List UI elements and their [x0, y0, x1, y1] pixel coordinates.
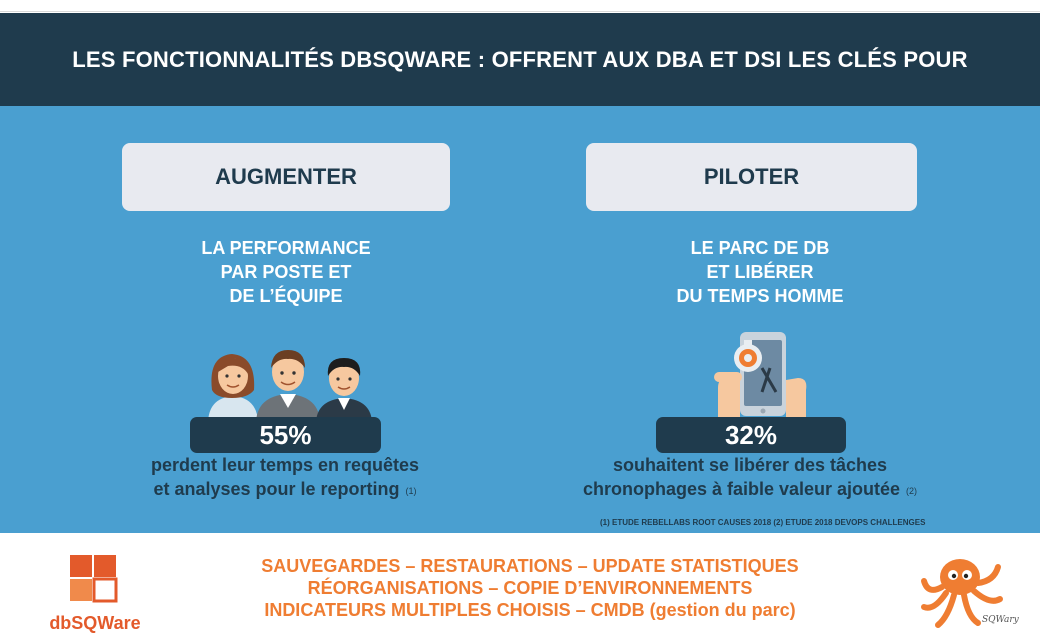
feature-line: SAUVEGARDES – RESTAURATIONS – UPDATE STATISTIQUES — [261, 556, 799, 576]
caption-line — [120, 477, 450, 503]
feature-line: INDICATEURS MULTIPLES CHOISIS – CMDB (gestion du parc) — [264, 600, 796, 620]
caption-line: perdent leur temps en requêtes — [150, 455, 420, 475]
caption-line — [545, 477, 955, 503]
description-line: DE L’ÉQUIPE — [229, 286, 343, 306]
page-title: LES FONCTIONNALITÉS DBSQWARE : OFFRENT AUX DBA ET DSI LES CLÉS POUR — [72, 46, 968, 72]
mascot-label: SQWary — [982, 615, 1019, 625]
augmenter-pill: AUGMENTER — [122, 143, 450, 211]
dbsqware-logo-icon — [40, 553, 150, 613]
stat-32-badge: 32% — [656, 417, 846, 453]
stat-32-caption — [545, 453, 955, 503]
caption-text: et analyses pour le reporting — [153, 479, 400, 499]
feature-line: RÉORGANISATIONS – COPIE D’ENVIRONNEMENTS — [307, 578, 753, 598]
team-people-icon — [198, 346, 378, 424]
brand-name: dbSQWare — [49, 613, 141, 633]
piloter-pill: PILOTER — [586, 143, 917, 211]
description-line: DU TEMPS HOMME — [676, 286, 844, 306]
description-line: PAR POSTE ET — [220, 262, 352, 282]
description-line: LE PARC DE DB — [690, 238, 830, 258]
top-border — [0, 0, 1040, 12]
description-line: LA PERFORMANCE — [201, 238, 371, 258]
footnote-marker: (2) — [906, 486, 918, 496]
stat-55-caption — [120, 453, 450, 503]
dbsqware-logo — [40, 553, 150, 633]
main-panel — [0, 106, 1040, 533]
description-line: ET LIBÉRER — [706, 262, 814, 282]
study-references: (1) ETUDE REBELLABS ROOT CAUSES 2018 (2) ETUDE 2018 DEVOPS CHALLENGES — [600, 518, 926, 527]
phone-automation-icon — [700, 328, 820, 424]
caption-text: chronophages à faible valeur ajoutée — [582, 479, 901, 499]
performance-description — [186, 236, 386, 308]
page-header — [0, 13, 1040, 106]
stat-55-badge: 55% — [190, 417, 381, 453]
feature-list — [220, 555, 840, 621]
parc-description — [660, 236, 860, 308]
footer — [0, 533, 1040, 640]
caption-line: souhaitent se libérer des tâches — [612, 455, 888, 475]
footnote-marker: (1) — [405, 486, 417, 496]
